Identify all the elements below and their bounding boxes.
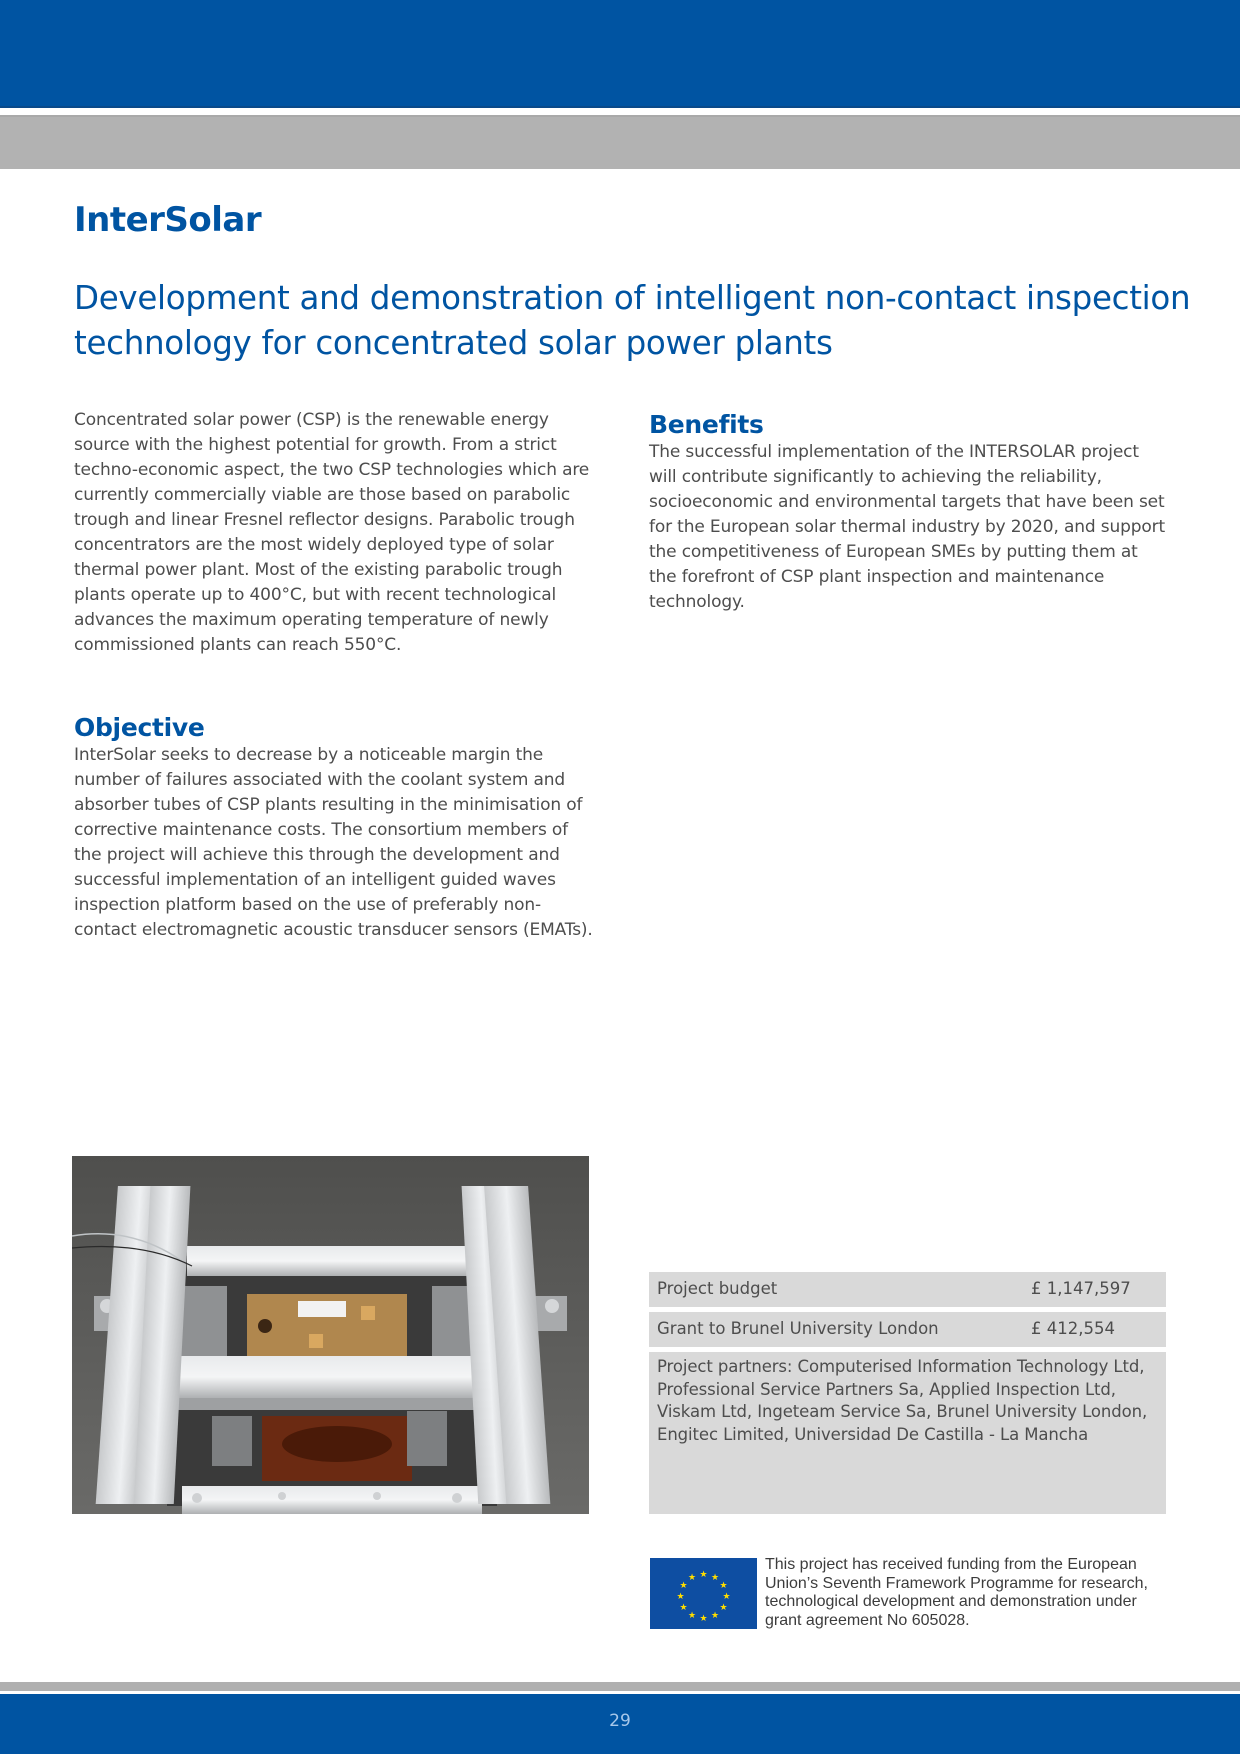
header-blue-bar [0, 0, 1240, 108]
svg-text:★: ★ [676, 1592, 685, 1602]
page-number: 29 [609, 1711, 631, 1731]
intro-paragraph: Concentrated solar power (CSP) is the renewable energy source with the highest potential for growth. From a strict techno-economic aspect, the two CSP technologies which are currently commercially viable are those based on parabolic trough and linear Fresnel reflector designs. Parabolic trough concentrators are the most widely deployed type of solar thermal power plant. Most of the existing parabolic trough plants operate up to 400°C, but with recent technological advances the maximum operating temperature of newly commissioned plants can reach 550°C. [74, 410, 590, 655]
table-row-budget [649, 1272, 1166, 1307]
objective-section [74, 713, 594, 943]
header-gray-band [0, 115, 1240, 169]
table-row-grant [649, 1312, 1166, 1347]
footer-gray-band [0, 1682, 1240, 1691]
eu-flag-icon [650, 1558, 757, 1629]
page-title: Development and demonstration of intelligent non-contact inspection technology for concentrated solar power plants [74, 279, 1191, 362]
objective-paragraph: InterSolar seeks to decrease by a noticeable margin the number of failures associated with the coolant system and absorber tubes of CSP plants resulting in the minimisation of corrective maintenance costs. The consortium members of the project will achieve this through the development and successful implementation of an intelligent guided waves inspection platform based on the use of preferably non-contact electromagnetic acoustic transducer sensors (EMATs). [74, 745, 593, 940]
budget-label: Project budget [657, 1279, 778, 1298]
svg-text:★: ★ [679, 1581, 688, 1591]
svg-text:★: ★ [722, 1592, 731, 1602]
svg-text:★: ★ [710, 1611, 720, 1621]
svg-text:★: ★ [699, 1614, 708, 1624]
grant-value: £ 412,554 [1031, 1319, 1115, 1338]
benefits-section [649, 410, 1169, 615]
objective-heading: Objective [74, 713, 205, 742]
budget-value: £ 1,147,597 [1031, 1279, 1131, 1298]
intro-section [74, 408, 594, 658]
inspection-rig-image [72, 1156, 589, 1514]
svg-text:★: ★ [687, 1573, 697, 1583]
svg-text:★: ★ [699, 1570, 708, 1580]
benefits-heading: Benefits [649, 410, 764, 439]
funding-text: This project has received funding from the European Union’s Seventh Framework Programme for research, technological development and demonstration under grant agreement No 605028. [765, 1556, 1148, 1629]
project-name: InterSolar [74, 200, 262, 240]
svg-text:★: ★ [687, 1611, 697, 1621]
benefits-paragraph: The successful implementation of the INTERSOLAR project will contribute significantly to achieving the reliability, socioeconomic and environmental targets that have been set for the European solar thermal industry by 2020, and support the competitiveness of European SMEs by putting them at the forefront of CSP plant inspection and maintenance technology. [649, 442, 1165, 612]
project-partners: Project partners: Computerised Information Technology Ltd, Professional Service Partners Sa, Applied Inspection Ltd, Viskam Ltd, Ingeteam Service Sa, Brunel University London, Engitec Limited, Universidad De Castilla - La Mancha [649, 1352, 1166, 1514]
svg-text:★: ★ [719, 1603, 728, 1613]
svg-text:★: ★ [719, 1581, 728, 1591]
prototype-photo [72, 1156, 589, 1514]
project-facts-table [649, 1272, 1166, 1514]
funding-notice [650, 1558, 1170, 1630]
svg-text:★: ★ [679, 1603, 688, 1613]
grant-label: Grant to Brunel University London [657, 1319, 939, 1338]
svg-text:★: ★ [710, 1573, 720, 1583]
